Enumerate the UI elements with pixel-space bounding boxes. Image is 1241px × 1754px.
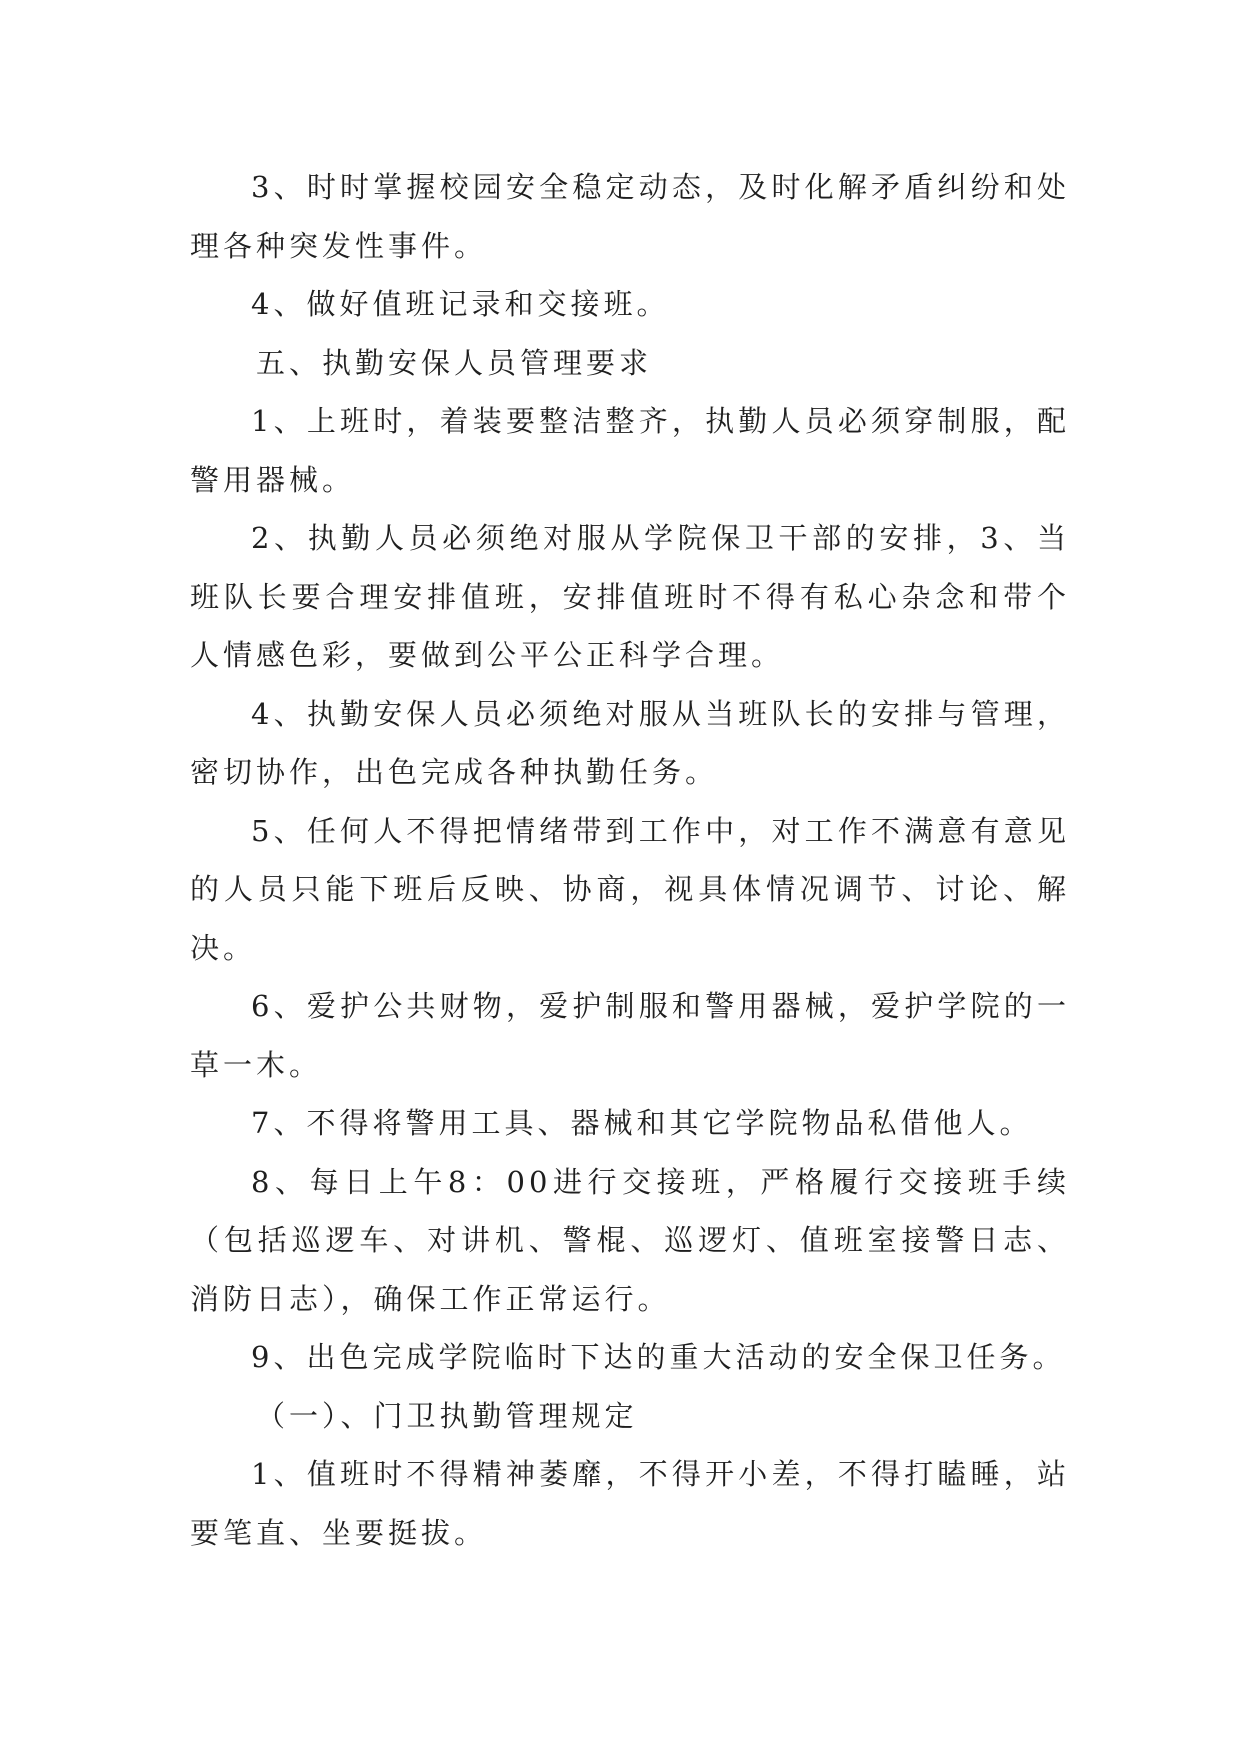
paragraph-rule-6: 6、爱护公共财物，爱护制服和警用器械，爱护学院的一草一木。 — [190, 989, 1070, 1082]
paragraph-rule-2: 2、执勤人员必须绝对服从学院保卫干部的安排，3、当班队长要合理安排值班，安排值班时不得有私心杂念和带个人情感色彩，要做到公平公正科学合理。 — [190, 521, 1070, 672]
paragraph-item-4: 4、做好值班记录和交接班。 — [251, 287, 670, 321]
section-heading-5: 五、执勤安保人员管理要求 — [256, 345, 653, 380]
paragraph-gate-rule-1: 1、值班时不得精神萎靡，不得开小差，不得打瞌睡，站要笔直、坐要挺拔。 — [190, 1457, 1070, 1550]
paragraph-rule-7: 7、不得将警用工具、器械和其它学院物品私借他人。 — [251, 1106, 1033, 1140]
paragraph-rule-4: 4、执勤安保人员必须绝对服从当班队长的安排与管理，密切协作，出色完成各种执勤任务。 — [190, 696, 1070, 789]
paragraph-rule-9: 9、出色完成学院临时下达的重大活动的安全保卫任务。 — [251, 1340, 1066, 1374]
paragraph-rule-8: 8、每日上午8：00进行交接班，严格履行交接班手续（包括巡逻车、对讲机、警棍、巡逻灯、值班室接警日志、消防日志），确保工作正常运行。 — [190, 1164, 1070, 1316]
paragraph-rule-5: 5、任何人不得把情绪带到工作中，对工作不满意有意见的人员只能下班后反映、协商，视具体情况调节、讨论、解决。 — [190, 813, 1070, 965]
paragraph-item-3: 3、时时掌握校园安全稳定动态，及时化解矛盾纠纷和处理各种突发性事件。 — [190, 170, 1070, 263]
subsection-heading-1: （一）、门卫执勤管理规定 — [256, 1398, 638, 1433]
document-body — [190, 158, 1070, 1562]
paragraph-rule-1: 1、上班时，着装要整洁整齐，执勤人员必须穿制服，配警用器械。 — [190, 404, 1070, 497]
